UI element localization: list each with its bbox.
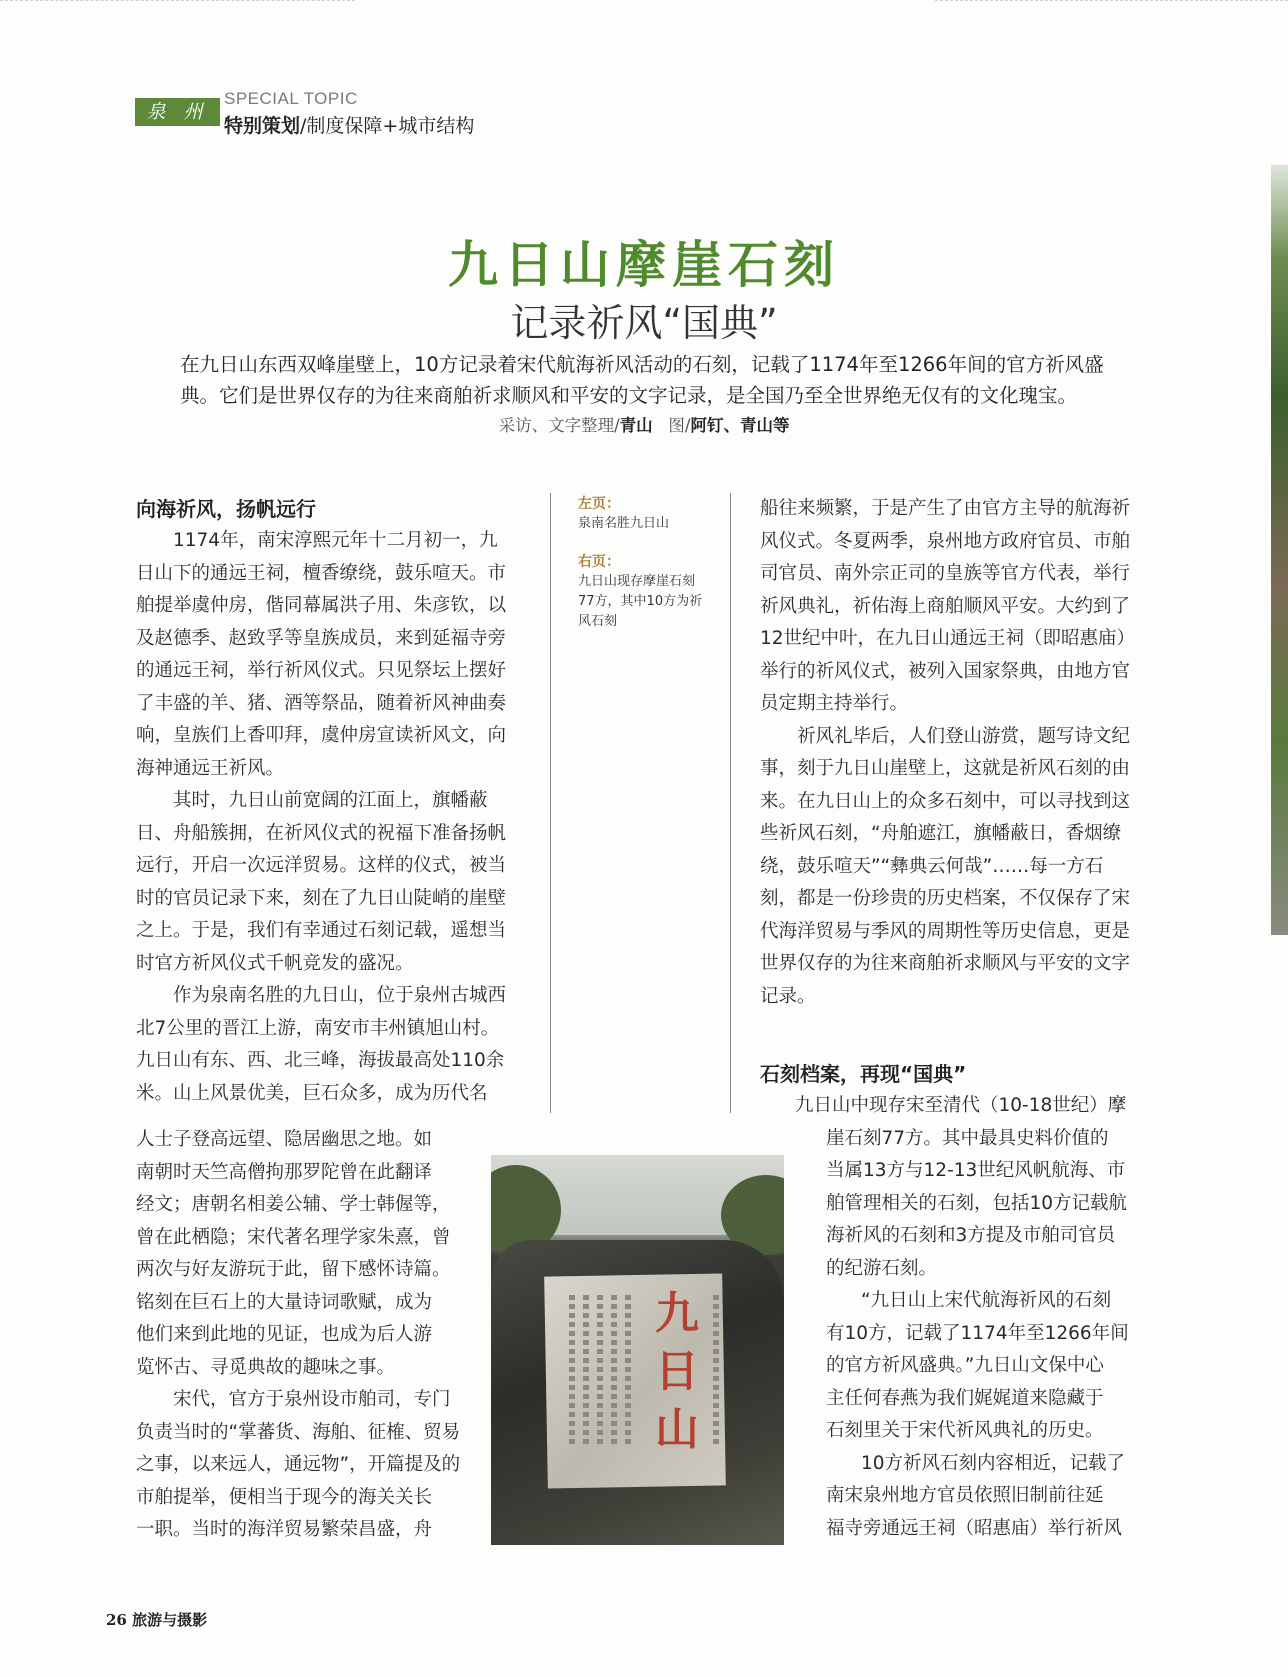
paragraph: 船往来频繁，于是产生了由官方主导的航海祈风仪式。冬夏两季，泉州地方政府官员、市舶司官员、南外宗正司的皇族等官方代表，举行祈风典礼，祈佑海上商舶顺风平安。大约到了12世纪中叶，在九日山通远王祠（即昭惠庙）举行的祈风仪式，被列入国家祭典，由地方官员定期主持举行。 [760, 498, 1136, 714]
small-inscription [713, 1295, 719, 1445]
text-line: 10方祈风石刻内容相近，记载了 [861, 1452, 1126, 1474]
small-inscription [625, 1295, 631, 1445]
text-line: 有10方，记载了1174年至1266年间 [826, 1322, 1129, 1344]
text-line: 负责当时的“掌蕃货、海舶、征榷、贸易 [136, 1421, 461, 1443]
text-line: 的纪游石刻。 [826, 1257, 938, 1279]
article-lead [180, 349, 1110, 411]
text-line: 铭刻在巨石上的大量诗词歌赋，成为 [136, 1291, 433, 1313]
article-title: 九日山摩崖石刻 [448, 235, 840, 294]
column-divider-left [550, 493, 551, 1113]
section-heading: 向海祈风，扬帆远行 [136, 497, 316, 521]
text-line: 曾在此栖隐；宋代著名理学家朱熹，曾 [136, 1226, 451, 1248]
column-2-wrap [795, 1090, 1140, 1545]
caption-text-right: 九日山现存摩崖石刻77方，其中10方为祈风石刻 [578, 574, 703, 629]
text-line: 九日山中现存宋至清代（10-18世纪）摩 [795, 1095, 1127, 1116]
column-1-upper [136, 493, 516, 1110]
paragraph: 其时，九日山前宽阔的江面上，旗幡蔽日、舟船簇拥，在祈风仪式的祝福下准备扬帆远行，开启一次远洋贸易。这样的仪式，被当时的官员记录下来，刻在了九日山陡峭的崖壁之上。于是，我们有幸通过石刻记载，遥想当时官方祈风仪式千帆竞发的盛况。 [136, 790, 507, 974]
lead-line: 在九日山东西双峰崖壁上，10方记录着宋代航海祈风活动的石刻，记载了1174年至1266年间的官方祈风盛 [180, 353, 1104, 376]
text-line: 市舶提举，便相当于现今的海关关长 [136, 1486, 433, 1508]
byline-photographer: 阿钉、青山等 [690, 416, 790, 435]
text-line: 人士子登高远望、隐居幽思之地。如 [136, 1129, 433, 1150]
caption-text-left: 泉南名胜九日山 [578, 516, 670, 531]
region-badge: 泉 州 [135, 98, 220, 126]
text-line: 览怀古、寻觅典故的趣味之事。 [136, 1356, 396, 1378]
column-2-upper [760, 493, 1140, 1013]
text-line: 宋代，官方于泉州设市舶司，专门 [173, 1389, 451, 1410]
article-subtitle: 记录祈风“国典” [510, 301, 778, 345]
small-inscription [569, 1295, 575, 1445]
page-folio: 26 旅游与摄影 [106, 1611, 208, 1629]
paragraph: 1174年，南宋淳熙元年十二月初一，九日山下的通远王祠，檀香缭绕，鼓乐喧天。市舶提举虞仲房，偕同幕属洪子用、朱彦钦，以及赵德季、赵致孚等皇族成员，来到延福寺旁的通远王祠，举行祈风仪式。只见祭坛上摆好了丰盛的羊、猪、酒等祭品，随着祈风神曲奏响，皇族们上香叩拜，虞仲房宣读祈风文，向海神通远王祈风。 [136, 530, 507, 779]
topic-line [224, 111, 474, 138]
photo-caption-sidebar [578, 494, 708, 632]
byline-author: 青山 [619, 416, 653, 435]
text-line: 他们来到此地的见证，也成为后人游 [136, 1324, 433, 1345]
special-topic-label: SPECIAL TOPIC [224, 89, 358, 108]
caption-label-left: 左页： [578, 496, 620, 512]
section-heading: 石刻档案，再现“国典” [760, 1062, 967, 1086]
column-2-lower [760, 1058, 1140, 1090]
text-line: 石刻里关于宋代祈风典礼的历史。 [826, 1420, 1104, 1441]
text-line: “九日山上宋代航海祈风的石刻 [861, 1290, 1112, 1311]
text-line: 两次与好友游玩于此，留下感怀诗篇。 [136, 1259, 451, 1280]
text-line: 舶管理相关的石刻，包括10方记载航 [826, 1192, 1128, 1214]
byline-prefix: 采访、文字整理/ [498, 416, 620, 435]
text-line: 南宋泉州地方官员依照旧制前往延 [826, 1485, 1104, 1506]
text-line: 主任何春燕为我们娓娓道来隐藏于 [826, 1387, 1104, 1409]
top-dashed-rule-left [0, 0, 355, 2]
facing-page-photo-edge [1271, 165, 1288, 935]
caption-label-right: 右页： [578, 554, 620, 570]
text-line: 海祈风的石刻和3方提及市舶司官员 [826, 1225, 1116, 1246]
text-line: 南朝时天竺高僧拘那罗陀曾在此翻译 [136, 1161, 433, 1183]
paragraph: 作为泉南名胜的九日山，位于泉州古城西北7公里的晋江上游，南安市丰州镇旭山村。九日山有东、西、北三峰，海拔最高处110余米。山上风景优美，巨石众多，成为历代名 [136, 985, 507, 1104]
paragraph: 祈风礼毕后，人们登山游赏，题写诗文纪事，刻于九日山崖壁上，这就是祈风石刻的由来。在九日山上的众多石刻中，可以寻找到这些祈风石刻，“舟舶遮江，旗幡蔽日，香烟缭绕，鼓乐喧天”“彝典云何哉”……每一方石刻，都是一份珍贵的历史档案，不仅保存了宋代海洋贸易与季风的周期性等历史信息，更是世界仅存的为往来商舶祈求顺风与平安的文字记录。 [760, 725, 1131, 1007]
inscription-photo [491, 1155, 784, 1545]
text-line: 崖石刻77方。其中最具史料价值的 [826, 1127, 1109, 1149]
byline-photo-prefix: 图/ [668, 416, 691, 435]
column-1-lower [136, 1124, 481, 1547]
byline [0, 412, 1288, 436]
column-divider-right [730, 493, 731, 1113]
small-inscription [597, 1295, 603, 1445]
text-line: 当属13方与12-13世纪风帆航海、市 [826, 1160, 1126, 1181]
small-inscription [611, 1295, 617, 1445]
top-dashed-rule-right [935, 0, 1288, 2]
text-line: 的官方祈风盛典。”九日山文保中心 [826, 1355, 1104, 1376]
text-line: 一职。当时的海洋贸易繁荣昌盛，舟 [136, 1519, 433, 1540]
text-line: 之事，以来远人，通远物”，开篇提及的 [136, 1454, 461, 1475]
carved-characters: 九日山 [655, 1288, 699, 1455]
topic-rest: /制度保障+城市结构 [300, 115, 475, 137]
text-line: 经文；唐朝名相姜公辅、学士韩偓等， [136, 1194, 451, 1215]
lead-line: 典。它们是世界仅存的为往来商舶祈求顺风和平安的文字记录，是全国乃至全世界绝无仅有的文化瑰宝。 [180, 384, 1078, 407]
text-line: 福寺旁通远王祠（昭惠庙）举行祈风 [826, 1517, 1123, 1539]
topic-bold: 特别策划 [224, 115, 301, 137]
small-inscription [583, 1295, 589, 1445]
